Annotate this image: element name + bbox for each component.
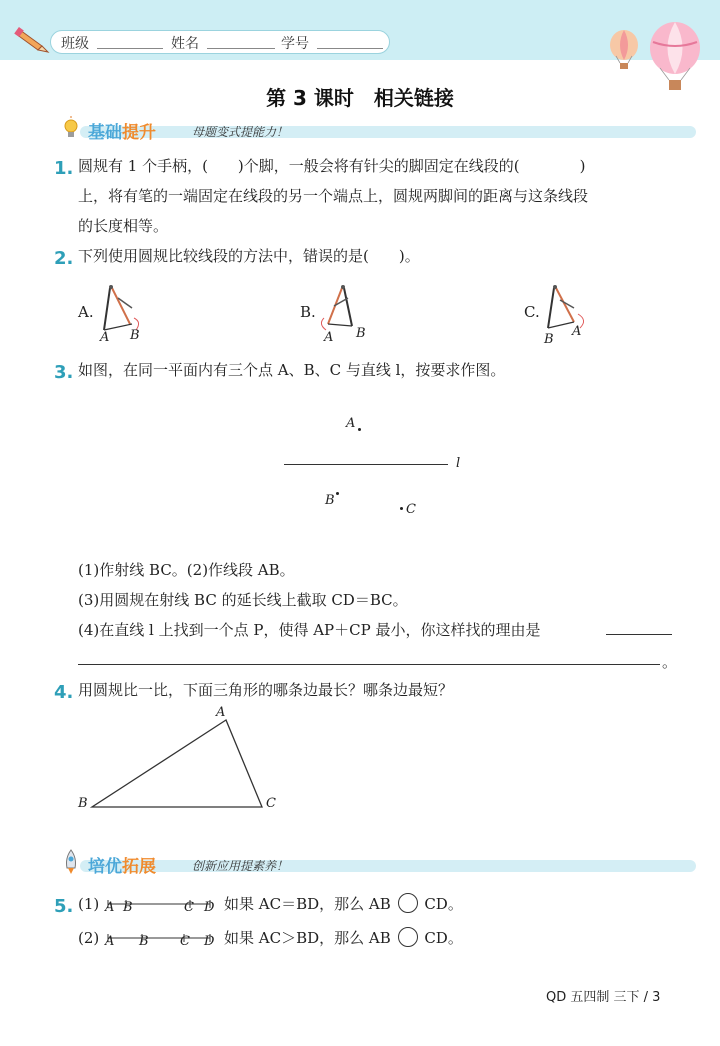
q5-sub1-text-b: CD。 (424, 895, 463, 913)
q5-2-point-b: B (139, 934, 149, 949)
q4-text: 用圆规比一比，下面三角形的哪条边最长？哪条边最短？ (78, 681, 454, 699)
q2-b-point1: A (324, 330, 334, 345)
q3-sub1: (1)作射线 BC。(2)作线段 AB。 (78, 561, 295, 579)
section2-title-b: 拓展 (122, 857, 156, 877)
q2-text: 下列使用圆规比较线段的方法中，错误的是( )。 (78, 247, 420, 265)
q5-sub1-answer-circle[interactable] (398, 893, 418, 913)
class-label: 班级 (61, 36, 89, 52)
q3-number: 3. (54, 362, 74, 383)
page-footer: QD 五四制 三下 / 3 (546, 990, 661, 1005)
q1-line3: 的长度相等。 (78, 217, 169, 235)
section2-title-a: 培优 (88, 857, 122, 877)
q2-b-point2: B (356, 326, 366, 341)
q5-sub1-text-a: 如果 AC＝BD，那么 AB (224, 895, 391, 913)
q2-option-a-label: A. (78, 303, 94, 321)
q5-1-point-d: D (204, 900, 215, 915)
q1-line1: 圆规有 1 个手柄，( )个脚，一般会将有针尖的脚固定在线段的( ) (78, 157, 586, 175)
rocket-icon (62, 850, 80, 874)
q3-sub3: (3)用圆规在射线 BC 的延长线上截取 CD＝BC。 (78, 591, 408, 609)
q5-2-point-a: A (105, 934, 115, 949)
q5-2-point-c: C (180, 934, 190, 949)
q3-point-a-label: A (346, 416, 356, 431)
student-id-label: 学号 (281, 36, 309, 52)
q4-vertex-b: B (78, 796, 88, 811)
q1-number: 1. (54, 158, 74, 179)
q5-1-point-b: B (123, 900, 133, 915)
q5-sub1-prefix: (1) (78, 895, 100, 913)
section-title-a: 基础 (88, 123, 122, 143)
q5-1-point-a: A (105, 900, 115, 915)
section-band-advanced (80, 860, 696, 872)
q3-point-c-label: C (406, 502, 416, 517)
q3-text: 如图，在同一平面内有三个点 A、B、C 与直线 l，按要求作图。 (78, 361, 506, 379)
q1-line2: 上，将有笔的一端固定在线段的另一个端点上，圆规两脚间的距离与这条线段 (78, 187, 589, 205)
q4-vertex-c: C (266, 796, 276, 811)
q5-sub2-text-b: CD。 (424, 929, 463, 947)
q4-vertex-a: A (216, 705, 226, 720)
q2-c-point1: B (544, 332, 554, 347)
name-label: 姓名 (171, 36, 199, 52)
q3-sub4: (4)在直线 l 上找到一个点 P，使得 AP＋CP 最小，你这样找的理由是 (78, 621, 541, 639)
q3-end-mark: 。 (662, 653, 678, 671)
q5-sub2-text (224, 924, 463, 952)
q2-option-b-label: B. (300, 303, 316, 321)
q5-sub1-text (224, 890, 463, 918)
q2-c-point2: A (572, 324, 582, 339)
q5-sub2-text-a: 如果 AC＞BD，那么 AB (224, 929, 391, 947)
q2-option-c-label: C. (524, 303, 540, 321)
q5-sub2-answer-circle[interactable] (398, 927, 418, 947)
q5-2-point-d: D (204, 934, 215, 949)
q2-a-point2: B (130, 328, 140, 343)
q2-number: 2. (54, 248, 74, 269)
q5-segment-1 (104, 896, 216, 912)
page-title: 第 3 课时 相关链接 (266, 86, 454, 110)
section-title-advanced (88, 852, 156, 877)
q5-number: 5. (54, 896, 74, 917)
q5-1-point-c: C (184, 900, 194, 915)
q4-number: 4. (54, 682, 74, 703)
q5-sub2-prefix: (2) (78, 929, 100, 947)
section-title-b: 提升 (122, 123, 156, 143)
section-subtitle-advanced: 创新应用提素养！ (192, 859, 289, 873)
section-subtitle-basic: 母题变式提能力！ (192, 125, 289, 139)
q3-point-b-label: B (325, 493, 335, 508)
q2-a-point1: A (100, 330, 110, 345)
q5-segment-2 (104, 930, 216, 946)
q3-line-label: l (456, 456, 461, 471)
